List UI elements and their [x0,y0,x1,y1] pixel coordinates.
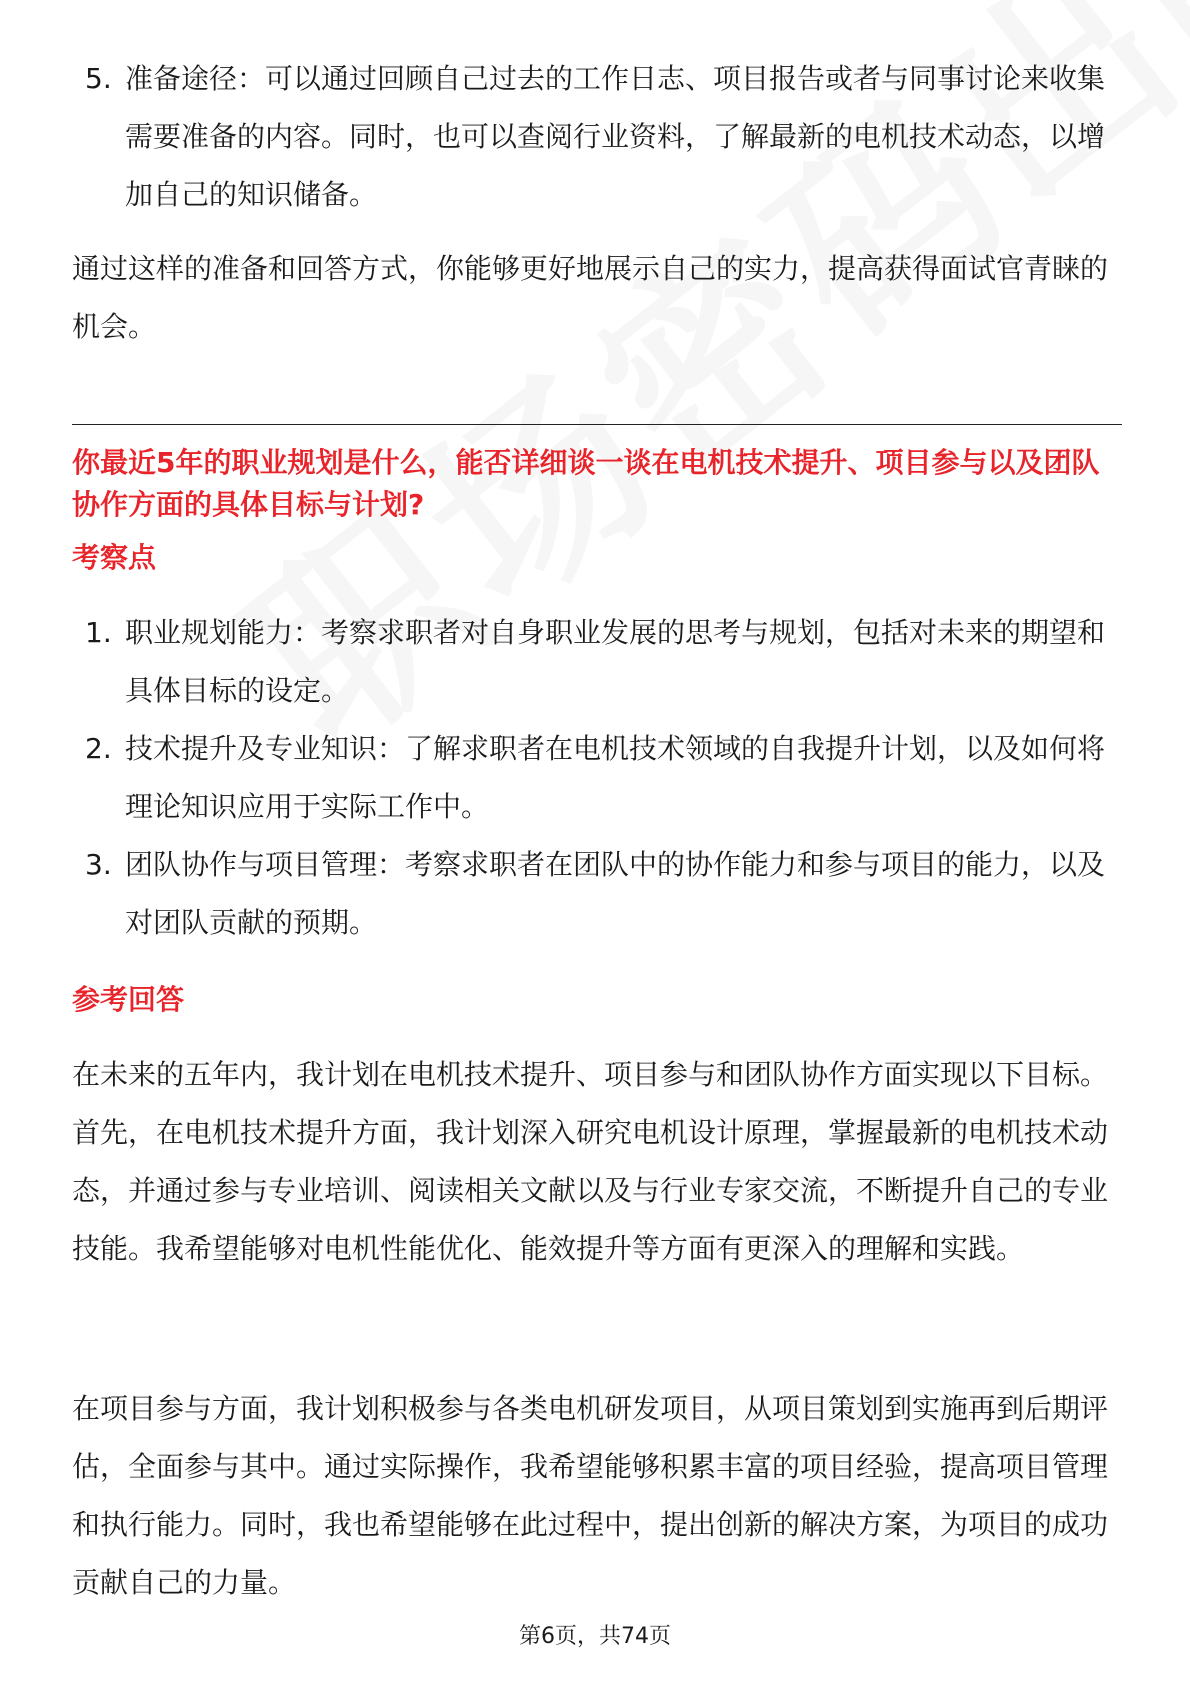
section-divider [72,424,1122,425]
list-item [85,50,1105,224]
list-item [85,720,1105,836]
list-item-text: 团队协作与项目管理：考察求职者在团队中的协作能力和参与项目的能力，以及对团队贡献的预期。 [125,848,1106,939]
list-item-number: 1. [85,616,112,649]
list-item-number: 5. [85,62,112,95]
answer-paragraph: 在未来的五年内，我计划在电机技术提升、项目参与和团队协作方面实现以下目标。首先，在电机技术提升方面，我计划深入研究电机设计原理，掌握最新的电机技术动态，并通过参与专业培训、阅读相关文献以及与行业专家交流，不断提升自己的专业技能。我希望能够对电机性能优化、能效提升等方面有更深入的理解和实践。 [72,1058,1109,1265]
list-item-text: 技术提升及专业知识：了解求职者在电机技术领域的自我提升计划，以及如何将理论知识应用于实际工作中。 [125,732,1106,823]
list-item [85,604,1105,720]
focus-heading: 考察点 [72,541,157,574]
list-item-text: 准备途径：可以通过回顾自己过去的工作日志、项目报告或者与同事讨论来收集需要准备的内容。同时，也可以查阅行业资料，了解最新的电机技术动态，以增加自己的知识储备。 [125,62,1106,211]
closing-paragraph: 通过这样的准备和回答方式，你能够更好地展示自己的实力，提高获得面试官青睐的机会。 [72,252,1109,343]
question-heading: 你最近5年的职业规划是什么，能否详细谈一谈在电机技术提升、项目参与以及团队协作方面的具体目标与计划? [72,446,1100,521]
answer-paragraph: 在项目参与方面，我计划积极参与各类电机研发项目，从项目策划到实施再到后期评估，全面参与其中。通过实际操作，我希望能够积累丰富的项目经验，提高项目管理和执行能力。同时，我也希望能够在此过程中，提出创新的解决方案，为项目的成功贡献自己的力量。 [72,1392,1109,1599]
list-item-number: 2. [85,732,112,765]
page-number-footer: 第6页，共74页 [519,1624,671,1649]
list-item [85,836,1105,952]
list-item-text: 职业规划能力：考察求职者对自身职业发展的思考与规划，包括对未来的期望和具体目标的设定。 [125,616,1106,707]
list-item-number: 3. [85,848,112,881]
answer-heading: 参考回答 [72,983,185,1016]
